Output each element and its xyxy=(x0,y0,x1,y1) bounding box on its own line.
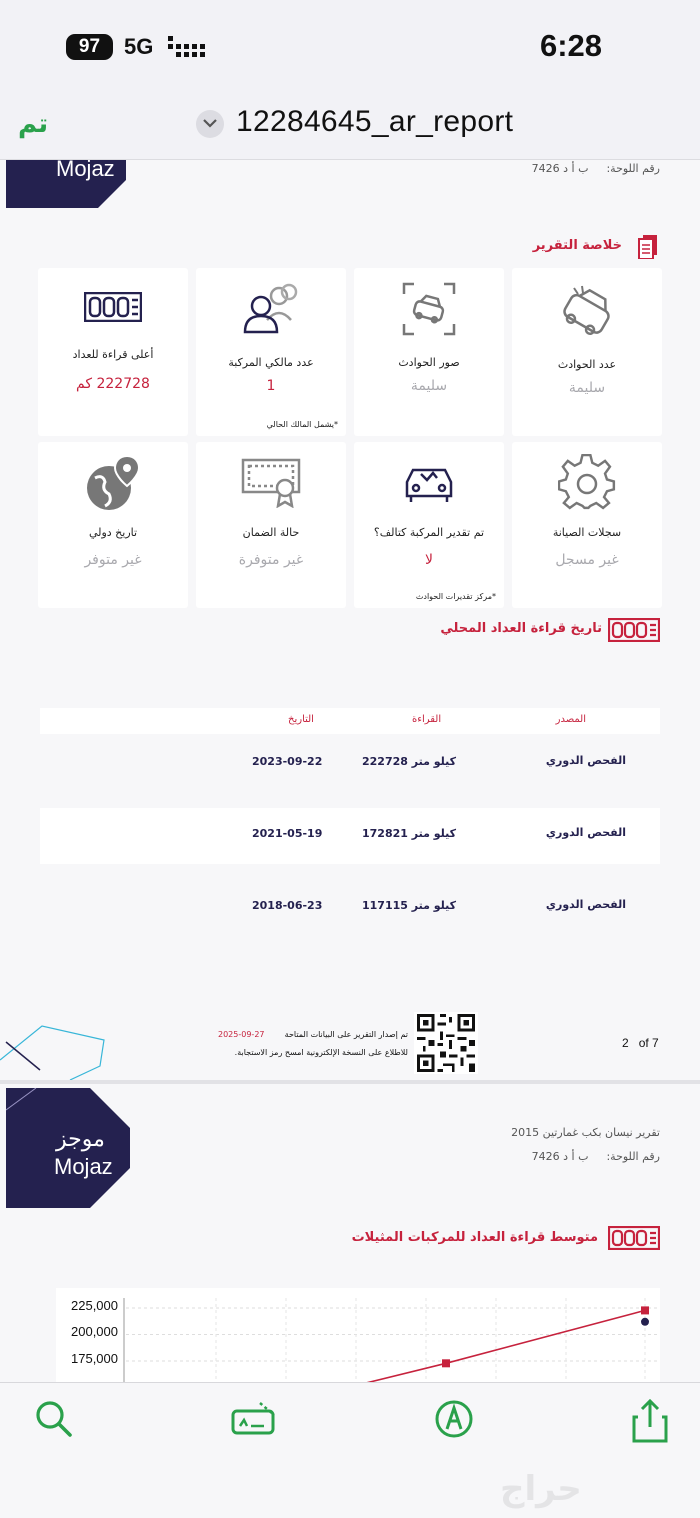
title-menu-button[interactable] xyxy=(196,110,224,138)
odometer-history-title: تاريخ قراءة العداد المحلي xyxy=(440,621,602,636)
card-value: 222728 كم xyxy=(76,376,150,392)
odometer-chart xyxy=(56,1288,660,1382)
card-value: 1 xyxy=(266,378,276,394)
owners-icon xyxy=(196,282,346,336)
row-reading: 172821 كيلو متر xyxy=(362,827,457,840)
row-reading: 117115 كيلو متر xyxy=(362,899,457,912)
plate-label: رقم اللوحة: xyxy=(606,1150,660,1163)
table-row xyxy=(40,880,660,936)
card-label: تاريخ دولي xyxy=(88,526,138,539)
card-label: عدد مالكي المركبة xyxy=(228,356,314,369)
logo-text-en: Mojaz xyxy=(54,1154,113,1179)
search-button[interactable] xyxy=(34,1399,78,1443)
logo-text-ar: موجز xyxy=(56,1126,105,1151)
card-note: *مركز تقديرات الحوادث xyxy=(415,592,496,601)
table-header xyxy=(40,708,660,734)
card-label: سجلات الصيانة xyxy=(552,526,622,539)
footer-decoration xyxy=(0,1020,110,1084)
row-reading: 222728 كيلو متر xyxy=(362,755,457,768)
card-warranty xyxy=(196,442,346,608)
y-tick: 175,000 xyxy=(71,1351,118,1366)
chart-title: متوسط قراءة العداد للمركبات المثيلات xyxy=(351,1230,598,1245)
odometer-badge-icon xyxy=(608,618,660,646)
page-separator xyxy=(0,1080,700,1084)
reference-point xyxy=(641,1318,649,1326)
nav-bar xyxy=(0,95,700,160)
certificate-icon xyxy=(196,458,346,508)
card-total-loss xyxy=(354,442,504,608)
plate-value: ب أ د 7426 xyxy=(531,162,589,175)
network-label: 5G xyxy=(124,34,154,59)
card-accident-photos xyxy=(354,268,504,436)
row-date: 2021-05-19 xyxy=(252,827,323,840)
header-reading: القراءة xyxy=(412,714,442,725)
status-bar xyxy=(0,0,700,95)
done-button[interactable]: تم xyxy=(18,109,49,139)
document-title[interactable]: 12284645_ar_report xyxy=(236,105,514,138)
scan-button[interactable] xyxy=(230,1399,278,1443)
share-button[interactable] xyxy=(630,1399,674,1443)
report-title: تقرير نيسان بكب غمارتين 2015 xyxy=(511,1126,660,1139)
card-note: *يشمل المالك الحالي xyxy=(266,420,338,429)
mojaz-logo-large xyxy=(6,1088,130,1208)
card-value: غير متوفر xyxy=(84,552,142,568)
row-date: 2018-06-23 xyxy=(252,899,323,912)
camera-frame-car-icon xyxy=(354,282,504,336)
summary-title: خلاصة التقرير xyxy=(532,238,622,253)
series-point xyxy=(442,1359,450,1367)
header-date: التاريخ xyxy=(288,714,314,725)
table-row xyxy=(40,808,660,864)
damaged-car-icon xyxy=(512,282,662,344)
globe-pin-icon xyxy=(38,454,188,514)
table-row xyxy=(40,736,660,792)
row-source: الفحص الدوري xyxy=(545,826,626,839)
row-date: 2023-09-22 xyxy=(252,755,323,768)
row-source: الفحص الدوري xyxy=(545,898,626,911)
search-icon xyxy=(34,1399,74,1439)
plate-value: ب أ د 7426 xyxy=(531,1150,589,1163)
page-number xyxy=(622,1036,659,1050)
page-total: of 7 xyxy=(638,1036,659,1050)
footer-date: 2025-09-27 xyxy=(218,1030,265,1039)
scan-icon xyxy=(230,1399,278,1439)
share-icon xyxy=(630,1399,670,1443)
plate-label: رقم اللوحة: xyxy=(606,162,660,175)
plate-row xyxy=(514,162,660,175)
card-value: لا xyxy=(425,552,433,568)
card-max-odometer xyxy=(38,268,188,436)
signal-icon xyxy=(168,36,206,58)
odometer-icon xyxy=(38,292,188,322)
card-international xyxy=(38,442,188,608)
series-point xyxy=(641,1306,649,1314)
card-value: سليمة xyxy=(568,380,606,396)
y-tick: 200,000 xyxy=(71,1324,118,1339)
gear-icon xyxy=(512,454,662,512)
y-tick: 225,000 xyxy=(71,1298,118,1313)
mojaz-logo xyxy=(6,160,126,220)
wrecked-car-icon xyxy=(354,464,504,504)
card-value: غير متوفرة xyxy=(238,552,304,568)
chevron-down-icon xyxy=(203,119,217,129)
footer-scan: للاطلاع على النسخة الإلكترونية امسح رمز الاستجابة. xyxy=(234,1048,408,1057)
clock: 6:28 xyxy=(539,28,602,63)
header-source: المصدر xyxy=(555,714,586,725)
plate-row xyxy=(514,1150,660,1163)
summary-section-icon xyxy=(638,235,658,263)
footer-issued: تم إصدار التقرير على البيانات المتاحة xyxy=(284,1030,408,1039)
watermark: حراج xyxy=(500,1469,582,1509)
card-label: تم تقدير المركبة كتالف؟ xyxy=(373,526,485,539)
battery-indicator: 97 xyxy=(66,34,113,60)
card-value: غير مسجل xyxy=(555,552,619,568)
card-label: عدد الحوادث xyxy=(557,358,617,371)
page-current: 2 xyxy=(622,1036,629,1050)
card-maintenance xyxy=(512,442,662,608)
card-label: صور الحوادث xyxy=(398,356,460,369)
markup-icon xyxy=(434,1399,474,1439)
odometer-badge-icon xyxy=(608,1226,660,1254)
pdf-viewer[interactable] xyxy=(0,160,700,1382)
bottom-toolbar xyxy=(0,1382,700,1518)
card-label: حالة الضمان xyxy=(242,526,300,539)
card-label: أعلى قراءة للعداد xyxy=(72,348,154,361)
logo-text: Mojaz xyxy=(56,160,115,181)
qr-code[interactable] xyxy=(414,1012,478,1074)
card-value: سليمة xyxy=(410,378,448,394)
chart-plot xyxy=(56,1288,660,1382)
card-accidents xyxy=(512,268,662,436)
row-source: الفحص الدوري xyxy=(545,754,626,767)
card-owners xyxy=(196,268,346,436)
markup-button[interactable] xyxy=(434,1399,478,1443)
